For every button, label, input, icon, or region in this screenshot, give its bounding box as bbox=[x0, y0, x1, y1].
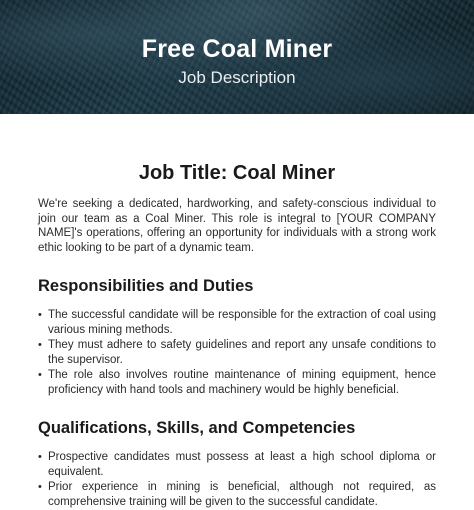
section-heading-qualifications: Qualifications, Skills, and Competencies bbox=[38, 419, 356, 437]
qualifications-list bbox=[38, 450, 436, 509]
list-item bbox=[38, 480, 436, 509]
section-heading-responsibilities: Responsibilities and Duties bbox=[38, 277, 254, 295]
list-item bbox=[38, 308, 436, 337]
list-item-text: Prospective candidates must possess at least a high school diploma or equivalent. bbox=[48, 451, 436, 478]
page-subtitle: Job Description bbox=[178, 68, 296, 87]
intro-paragraph: We're seeking a dedicated, hardworking, and safety-conscious individual to join our team as a Coal Miner. This role is integral to [YOUR COMPANY NAME]'s operations, offering an opportunity for individuals with a strong work ethic looking to be part of a dynamic team. bbox=[38, 198, 436, 254]
document-body bbox=[38, 162, 436, 510]
bullet-icon: • bbox=[38, 309, 42, 321]
list-item bbox=[38, 338, 436, 367]
list-item bbox=[38, 368, 436, 397]
header-banner bbox=[0, 0, 474, 114]
bullet-icon: • bbox=[38, 339, 42, 351]
bullet-icon: • bbox=[38, 481, 42, 493]
list-item-text: They must adhere to safety guidelines and report any unsafe conditions to the supervisor. bbox=[48, 339, 436, 366]
list-item-text: The role also involves routine maintenance of mining equipment, hence proficiency with hand tools and machinery would be highly beneficial. bbox=[48, 369, 436, 396]
job-title-heading: Job Title: Coal Miner bbox=[138, 162, 336, 184]
list-item-text: The successful candidate will be responsible for the extraction of coal using various mining methods. bbox=[48, 309, 436, 336]
list-item-text: Prior experience in mining is beneficial, although not required, as comprehensive training will be given to the successful candidate. bbox=[48, 481, 436, 508]
page-title: Free Coal Miner bbox=[141, 35, 333, 63]
list-item bbox=[38, 450, 436, 479]
responsibilities-list bbox=[38, 308, 436, 397]
bullet-icon: • bbox=[38, 451, 42, 463]
bullet-icon: • bbox=[38, 369, 42, 381]
